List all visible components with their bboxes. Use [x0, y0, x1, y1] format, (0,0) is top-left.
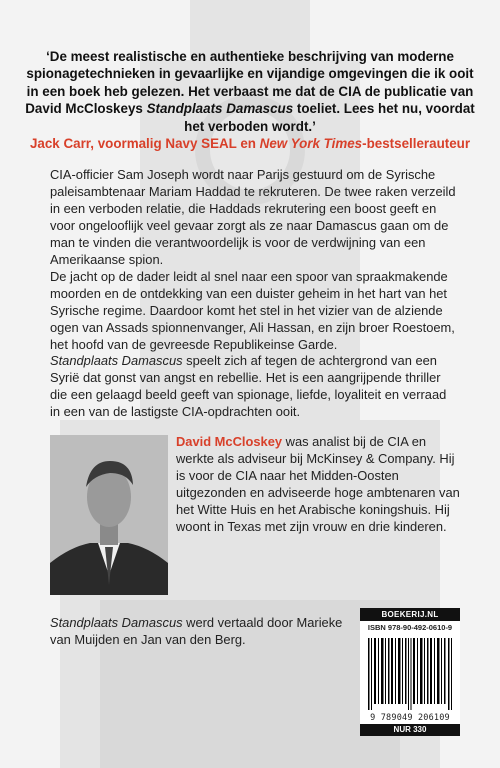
synopsis-paragraph-2: De jacht op de dader leidt al snel naar een spoor van spraakmakende moorden en de ontdekking van een duister geheim in het hart van het Syrische regime. Daardoor komt het stel in het vizier van de alziende ogen van Assads spionnenvanger, Ali Hassan, en zijn broer Roestoem, het hoofd van de gevreesde Republikeinse Garde. — [50, 269, 455, 352]
nur-label: NUR 330 — [360, 724, 460, 736]
synopsis-text: speelt zich af tegen de achtergrond van een Syrië dat gonst van angst en rebellie. Het is een aangrijpende thriller die een gelaagd beeld geeft van spionage, liefde, loyaliteit en verraad in een van de lastigste CIA-opdrachten ooit. — [50, 353, 447, 419]
quote-text: ‘De meest realistische en authentieke beschrijving van moderne spionagetechnieken in gevaarlijke en vijandige omgevingen die ik ooit in een boek heb gelezen. Het verbaast me dat de CIA de publicatie van David McCloskeys — [25, 49, 474, 117]
barcode-block — [360, 608, 460, 736]
attribution-name: Jack Carr, voormalig Navy SEAL en — [29, 136, 260, 152]
author-bio-text: was analist bij de CIA en werkte als adviseur bij McKinsey & Company. Hij is voor de CIA naar het Midden-Oosten uitgezonden en adviseerde hoge ambtenaren van het Witte Huis en het Arabische koningshuis. Hij woont in Texas met zijn vrouw en drie kinderen. — [176, 434, 460, 534]
translator-text: werd vertaald door Marieke van Muijden en Jan van den Berg. — [50, 615, 343, 647]
barcode — [360, 634, 460, 724]
barcode-number: 9 789049 206109 — [370, 713, 450, 723]
translator-credit — [50, 614, 350, 648]
attribution-suffix: -bestsellerauteur — [362, 136, 471, 152]
quote-book-title: Standplaats Damascus — [146, 101, 294, 117]
author-name: David McCloskey — [176, 434, 283, 449]
synopsis-paragraph-3 — [50, 352, 458, 420]
review-quote — [22, 48, 478, 152]
author-portrait-icon — [50, 435, 168, 595]
quote-attribution — [22, 135, 478, 152]
translator-book-title: Standplaats Damascus — [50, 615, 183, 630]
author-bio — [176, 433, 461, 535]
publisher-site: BOEKERIJ.NL — [360, 608, 460, 621]
barcode-icon — [360, 636, 460, 712]
isbn-label: ISBN 978-90-492-0610-9 — [360, 621, 460, 634]
synopsis-paragraph-1: CIA-officier Sam Joseph wordt naar Parijs gestuurd om de Syrische paleisambtenaar Mariam Haddad te rekruteren. De twee raken verzeild in een verboden relatie, die Haddads rekrutering een boost geeft en voor ongelooflijk veel gevaar zorgt als ze naar Damascus gaan om de man te vinden die verantwoordelijk is voor de verdwijning van een Amerikaanse spion. — [50, 167, 456, 267]
attribution-italic: New York Times — [259, 136, 363, 152]
synopsis-book-title: Standplaats Damascus — [50, 353, 183, 368]
author-photo — [50, 435, 168, 595]
quote-text-end: toeliet. Lees het nu, voordat het verboden wordt.’ — [184, 101, 475, 134]
